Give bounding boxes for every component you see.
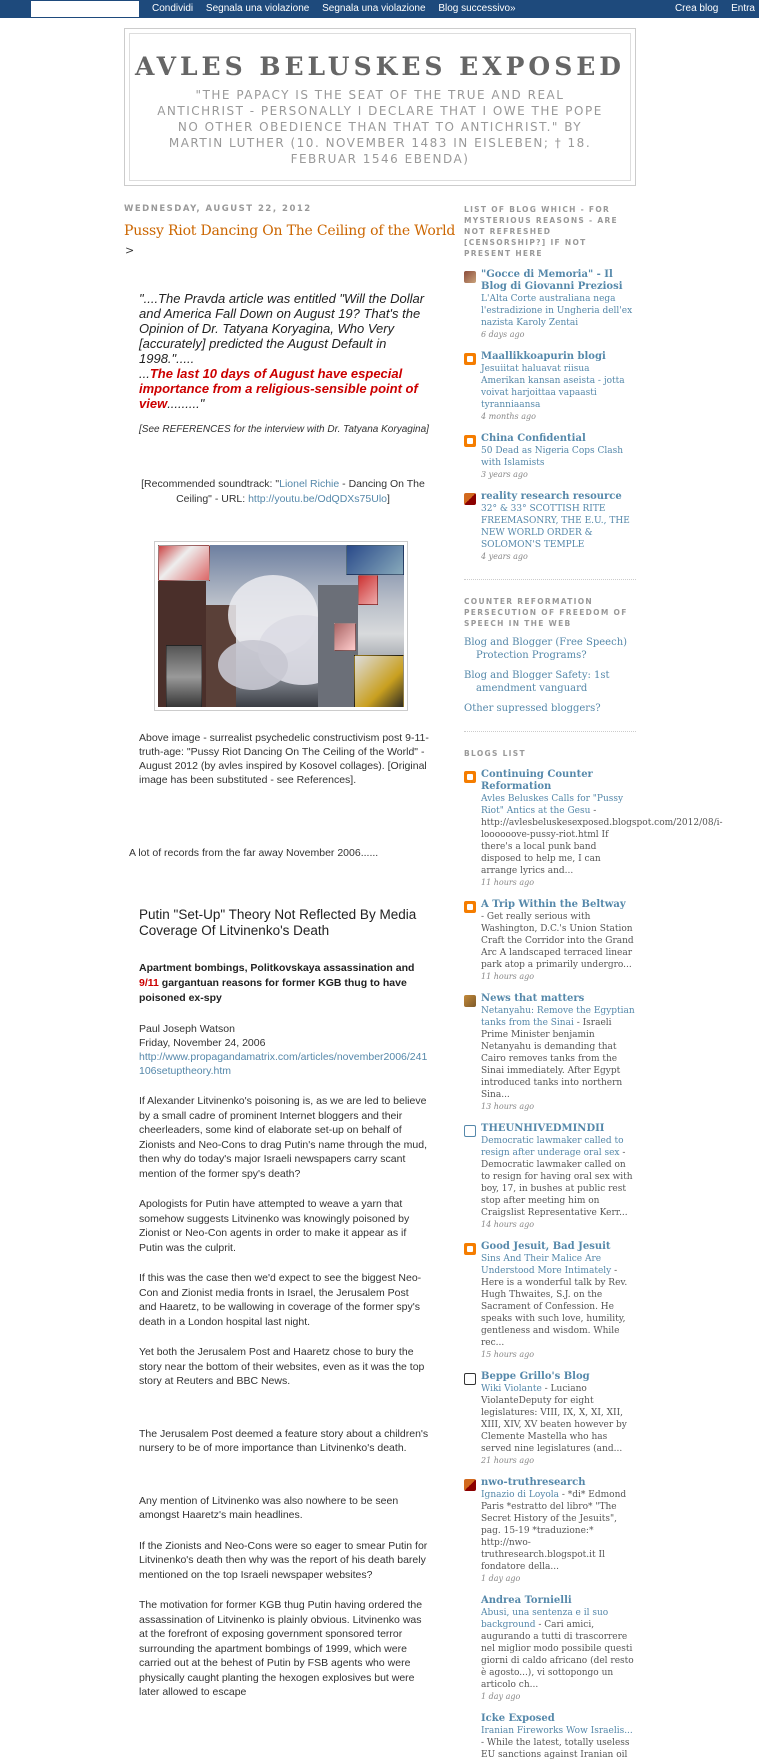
blog-name-link[interactable]: nwo-truthresearch: [481, 1477, 586, 1488]
blog-post-link[interactable]: 32° & 33° SCOTTISH RITE FREEMASONRY, THE E.U., THE NEW WORLD ORDER & SOLOMON'S TEMPLE: [481, 504, 630, 550]
sidebar-section3-title: BLOGS LIST: [464, 749, 526, 758]
article-paragraph: The motivation for former KGB thug Putin having ordered the assassination of Litvinenko is plainly obvious. Litvinenko was at the forefront of exposing government sponsored terror surrounding the apartment bombings of 1999, which were carried out at the behest of Putin by FSB agents who were physically caught planting the hexogen explosives but were later allowed to escape: [139, 1599, 423, 1698]
blog-post-snippet: [481, 1253, 636, 1349]
blog-post-snippet: [481, 1383, 636, 1455]
sidebar-blog-item: [464, 1713, 636, 1761]
article-source-link[interactable]: http://www.propagandamatrix.com/articles/november2006/241106setuptheory.htm: [139, 1051, 428, 1077]
blog-post-snippet: [481, 1489, 636, 1573]
sidebar-section1-title: LIST OF BLOG WHICH - FOR MYSTERIOUS REASONS - ARE NOT REFRESHED [CENSORSHIP?] IF NOT PRESENT HERE: [464, 205, 618, 258]
blog-snippet-text: - Here is a wonderful talk by Rev. Hugh Thwaites, S.J. on the Sacrament of Confession. He speaks with such love, humility, gentleness and wisdom. While rec...: [481, 1266, 628, 1348]
sidebar-blog-item: [464, 993, 636, 1113]
soundtrack-prefix: [Recommended soundtrack: ": [141, 478, 280, 490]
blog-post-snippet: [481, 911, 636, 971]
mosaic-icon: [464, 493, 476, 505]
blog-post-snippet: [481, 1005, 636, 1101]
sidebar-blog-item: [464, 1241, 636, 1361]
blog-name-link[interactable]: Icke Exposed: [481, 1713, 555, 1724]
quote-lead: ...: [139, 366, 150, 381]
blog-name-link[interactable]: Maallikkoapurin blogi: [481, 351, 606, 362]
see-references-note: [See REFERENCES for the interview with Dr. Tatyana Koryagina]: [139, 424, 429, 435]
blog-snippet-text: - Israeli Prime Minister benjamin Netanyahu is demanding that Cairo removes tanks from the Sinai immediately. After Egypt introduced tanks into northern Sina...: [481, 1018, 623, 1100]
article-paragraph: Any mention of Litvinenko was also nowhere to be seen amongst Haaretz's main headlines.: [139, 1494, 399, 1521]
box-icon: [464, 1125, 476, 1137]
blog-post-time: 14 hours ago: [481, 1220, 535, 1229]
blog-snippet-text: - Democratic lawmaker called on to resign for having oral sex with boy, 17, in bushes at public rest stop after meeting him on Craigslist Representative Kerr...: [481, 1148, 633, 1218]
blog-name-link[interactable]: "Gocce di Memoria" - Il Blog di Giovanni Preziosi: [481, 269, 623, 292]
sidebar-blog-item: [464, 351, 636, 423]
blog-name-link[interactable]: Good Jesuit, Bad Jesuit: [481, 1241, 611, 1252]
blog-post-link[interactable]: Netanyahu: Remove the Egyptian tanks from the Sinai: [481, 1006, 635, 1028]
blog-name-link[interactable]: THEUNHIVEDMINDII: [481, 1123, 605, 1134]
navbar-right-links: [665, 3, 755, 14]
article-sub-highlight: 9/11: [139, 977, 159, 989]
post-body: [124, 291, 442, 1700]
sidebar-blog-item: [464, 433, 636, 481]
blog-name-link[interactable]: Beppe Grillo's Blog: [481, 1371, 590, 1382]
blogger-navbar: [0, 0, 759, 18]
blog-snippet-text: - http://avlesbeluskesexposed.blogspot.com/2012/08/i-loooooove-pussy-riot.html If there's a local punk band disposed to help me, I can arrange lyrics and...: [481, 806, 723, 876]
blogger-icon: [464, 1243, 476, 1255]
blog-post-link[interactable]: Ignazio di Loyola: [481, 1490, 560, 1500]
article-date: Friday, November 24, 2006: [139, 1037, 266, 1049]
lion-icon: [464, 995, 476, 1007]
blog-name-link[interactable]: Andrea Tornielli: [481, 1595, 572, 1606]
blog-post-time: 4 years ago: [481, 552, 528, 561]
article-paragraph: If Alexander Litvinenko's poisoning is, as we are led to believe by a small cadre of prominent Internet bloggers and their cheerleaders, some kind of elaborate set-up on behalf of Zionists and Neo-Cons to drag Putin's name through the mud, then why do today's major Israeli newspapers carry scant mention of the former spy's death?: [139, 1095, 427, 1180]
blog-post-time: 3 years ago: [481, 470, 528, 479]
sidebar-section2-title: COUNTER REFORMATION PERSECUTION OF FREEDOM OF SPEECH IN THE WEB: [464, 597, 628, 628]
blogger-icon: [464, 901, 476, 913]
blog-name-link[interactable]: China Confidential: [481, 433, 586, 444]
post-title[interactable]: Pussy Riot Dancing On The Ceiling of the World: [124, 223, 456, 239]
blog-post-snippet: [481, 1607, 636, 1691]
quote-text: "....The Pravda article was entitled "Will the Dollar and America Fall Down on August 19? That's the Opinion of Dr. Tatyana Koryagina, Who Very [accurately] predicted the August Default in 1998.".....: [139, 291, 425, 366]
sidebar-blog-item: [464, 769, 723, 889]
blog-post-time: 15 hours ago: [481, 1350, 535, 1359]
blog-post-link[interactable]: Abusi, una sentenza e il suo background: [481, 1608, 609, 1630]
article-byline: [139, 1022, 429, 1078]
article-sub-a: Apartment bombings, Politkovskaya assassination and: [139, 962, 415, 974]
article-paragraph: If the Zionists and Neo-Cons were so eager to smear Putin for Litvinenko's death then why was the report of his death barely mentioned on the top Israeli newspaper websites?: [139, 1539, 428, 1581]
image-caption: Above image - surrealist psychedelic constructivism post 9-11-truth-age: "Pussy Riot Dancing On The Ceiling of the World" - August 2012 (by avles inspired by Kosovel collages). [Original image has been substituted - see References].: [139, 732, 429, 786]
quote-end: .........": [167, 396, 205, 411]
blog-name-link[interactable]: reality research resource: [481, 491, 622, 502]
sidebar-blog-item: [464, 1371, 636, 1467]
blog-post-time: 6 days ago: [481, 330, 525, 339]
collage-image: [158, 545, 404, 707]
create-blog-link[interactable]: Crea blog: [674, 3, 719, 14]
records-note: A lot of records from the far away November 2006......: [129, 847, 379, 859]
blog-name-link[interactable]: News that matters: [481, 993, 585, 1004]
post-image[interactable]: [154, 541, 408, 711]
blog-post-time: 13 hours ago: [481, 1102, 535, 1111]
blog-post-link[interactable]: 50 Dead as Nigeria Cops Clash with Islamists: [481, 446, 624, 468]
blog-post-link[interactable]: Wiki Violante: [481, 1384, 542, 1394]
article-paragraph: Apologists for Putin have attempted to weave a yarn that somehow suggests Litvinenko was knowingly poisoned by Zionist or Neo-Con agents in order to make it appear as if Putin was the culprit.: [139, 1198, 410, 1254]
navbar-links: [152, 3, 526, 14]
article-title: Putin "Set-Up" Theory Not Reflected By Media Coverage Of Litvinenko's Death: [139, 907, 417, 938]
sign-in-link[interactable]: Entra: [731, 3, 755, 14]
blog-post-link[interactable]: Sins And Their Malice Are Understood More Intimately: [481, 1254, 612, 1276]
article-paragraph: The Jerusalem Post deemed a feature story about a children's nursery to be of more importance than Litvinenko's death.: [139, 1427, 429, 1454]
blog-header-inner: [129, 33, 631, 181]
sidebar: [464, 204, 723, 1761]
blog-name-link[interactable]: Continuing Counter Reformation: [481, 769, 593, 792]
blog-snippet-text: - Get really serious with Washington, D.C.'s Union Station Craft the Corridor into the Grand Arc A landscaped terraced linear park atop a primarily undergro...: [481, 912, 634, 970]
article-author: Paul Joseph Watson: [139, 1023, 235, 1035]
blog-post-link[interactable]: L'Alta Corte australiana nega l'estradizione in Ungheria dell'ex nazista Karoly Zentai: [481, 294, 633, 328]
blog-post-link[interactable]: Jesuiitat haluavat riisua Amerikan kansan aseista - jotta voivat harjoittaa vapaasti tyranniaansa: [481, 364, 625, 410]
pravda-quote: [139, 291, 429, 411]
article-paragraph: Yet both the Jerusalem Post and Haaretz chose to bury the story near the bottom of their websites, even as it was the top story at Reuters and BBC News.: [139, 1346, 425, 1387]
main-column: [124, 204, 456, 1700]
share-link[interactable]: Condividi: [152, 3, 194, 14]
blog-post-time: 21 hours ago: [481, 1456, 535, 1465]
blog-post-link[interactable]: Iranian Fireworks Wow Israelis...: [481, 1726, 633, 1736]
blog-post-link[interactable]: Avles Beluskes Calls for "Pussy Riot" Antics at the Gesu: [481, 794, 624, 816]
photo-icon: [464, 271, 476, 283]
sidebar-link[interactable]: Other supressed bloggers?: [464, 703, 601, 714]
sidebar-blog-item: [464, 1595, 636, 1703]
sidebar-link[interactable]: Blog and Blogger Safety: 1st amendment vanguard: [464, 670, 610, 694]
sidebar-blog-item: [464, 269, 636, 341]
youtube-link[interactable]: http://youtu.be/OdQDXs75Ulo: [248, 493, 387, 505]
report-abuse-link-2[interactable]: Segnala una violazione: [322, 3, 426, 14]
blog-post-snippet: [481, 793, 723, 877]
blog-post-time: 11 hours ago: [481, 878, 535, 887]
sidebar-blog-item: [464, 1477, 636, 1585]
blog-description: "THE PAPACY IS THE SEAT OF THE TRUE AND REAL ANTICHRIST - PERSONALLY I DECLARE THAT I OWE THE POPE NO OTHER OBEDIENCE THAN THAT TO ANTICHRIST." BY MARTIN LUTHER (10. NOVEMBER 1483 IN EISLEBEN; † 18. FEBRUAR 1546 EBENDA): [157, 88, 603, 166]
blogger-icon: [464, 771, 476, 783]
post-date: WEDNESDAY, AUGUST 22, 2012: [124, 204, 312, 214]
blog-snippet-text: - While the latest, totally useless EU sanctions against Iranian oil: [481, 1738, 630, 1760]
blog-header: [124, 28, 636, 186]
blog-snippet-text: - *di* Edmond Paris *estratto del libro* "The Secret History of the Jesuits", pag. 15-19 *traduzione:* http://nwo-truthresearch.blogspot.it Il fondatore della...: [481, 1490, 627, 1572]
article-sub-b: gargantuan reasons for former KGB thug to have poisoned ex-spy: [139, 977, 407, 1004]
sidebar-blog-item: [464, 899, 636, 983]
article-subtitle: [139, 961, 429, 1006]
article-paragraph: If this was the case then we'd expect to see the biggest Neo-Con and Zionist media fronts in Israel, the Jerusalem Post and Haaretz, to be wallowing in coverage of the former spy's death in a London hospital last night.: [139, 1272, 422, 1328]
blog-post-time: 1 day ago: [481, 1574, 521, 1583]
sidebar-divider: [464, 731, 636, 732]
post-arrow: >: [125, 244, 135, 257]
blog-post-time: 11 hours ago: [481, 972, 535, 981]
soundtrack-song: - Dancing On The Ceiling" - URL:: [176, 478, 425, 505]
navbar-search-input[interactable]: [30, 0, 140, 18]
mosaic-icon: [464, 1479, 476, 1491]
blog-snippet-text: - Cari amici, augurando a tutti di trascorrere nel miglior modo possibile questi giorni di caldo africano (del resto è agosto...), vi sottopongo un articolo ch...: [481, 1620, 634, 1690]
blog-title[interactable]: AVLES BELUSKES EXPOSED: [135, 52, 625, 81]
sidebar-blog-item: [464, 491, 636, 563]
blog-post-time: 1 day ago: [481, 1692, 521, 1701]
blogger-icon: [464, 353, 476, 365]
soundtrack-suffix: ]: [387, 493, 390, 505]
sidebar-link[interactable]: Blog and Blogger (Free Speech) Protection Programs?: [464, 637, 628, 661]
blogger-icon: [464, 435, 476, 447]
next-blog-link[interactable]: Blog successivo»: [438, 3, 516, 14]
face-icon: [464, 1373, 476, 1385]
blog-post-snippet: [481, 1725, 636, 1761]
blog-snippet-text: - Luciano ViolanteDeputy for eight legislatures: VIII, IX, X, XI, XII, XIII, XIV, XV beaten however by Clemente Mastella who has served nine legislatures (and...: [481, 1384, 627, 1454]
soundtrack-note: [124, 477, 442, 507]
blog-post-time: 4 months ago: [481, 412, 536, 421]
report-abuse-link[interactable]: Segnala una violazione: [205, 3, 310, 14]
sidebar-blog-item: [464, 1123, 636, 1231]
sidebar-divider: [464, 579, 636, 580]
blog-name-link[interactable]: A Trip Within the Beltway: [481, 899, 626, 910]
blog-post-link[interactable]: Democratic lawmaker called to resign after underage oral sex: [481, 1136, 624, 1158]
blog-post-snippet: [481, 1135, 636, 1219]
lionel-richie-link[interactable]: Lionel Richie: [279, 478, 340, 490]
quote-highlight: The last 10 days of August have especial importance from a religious-sensible point of view: [139, 366, 418, 411]
